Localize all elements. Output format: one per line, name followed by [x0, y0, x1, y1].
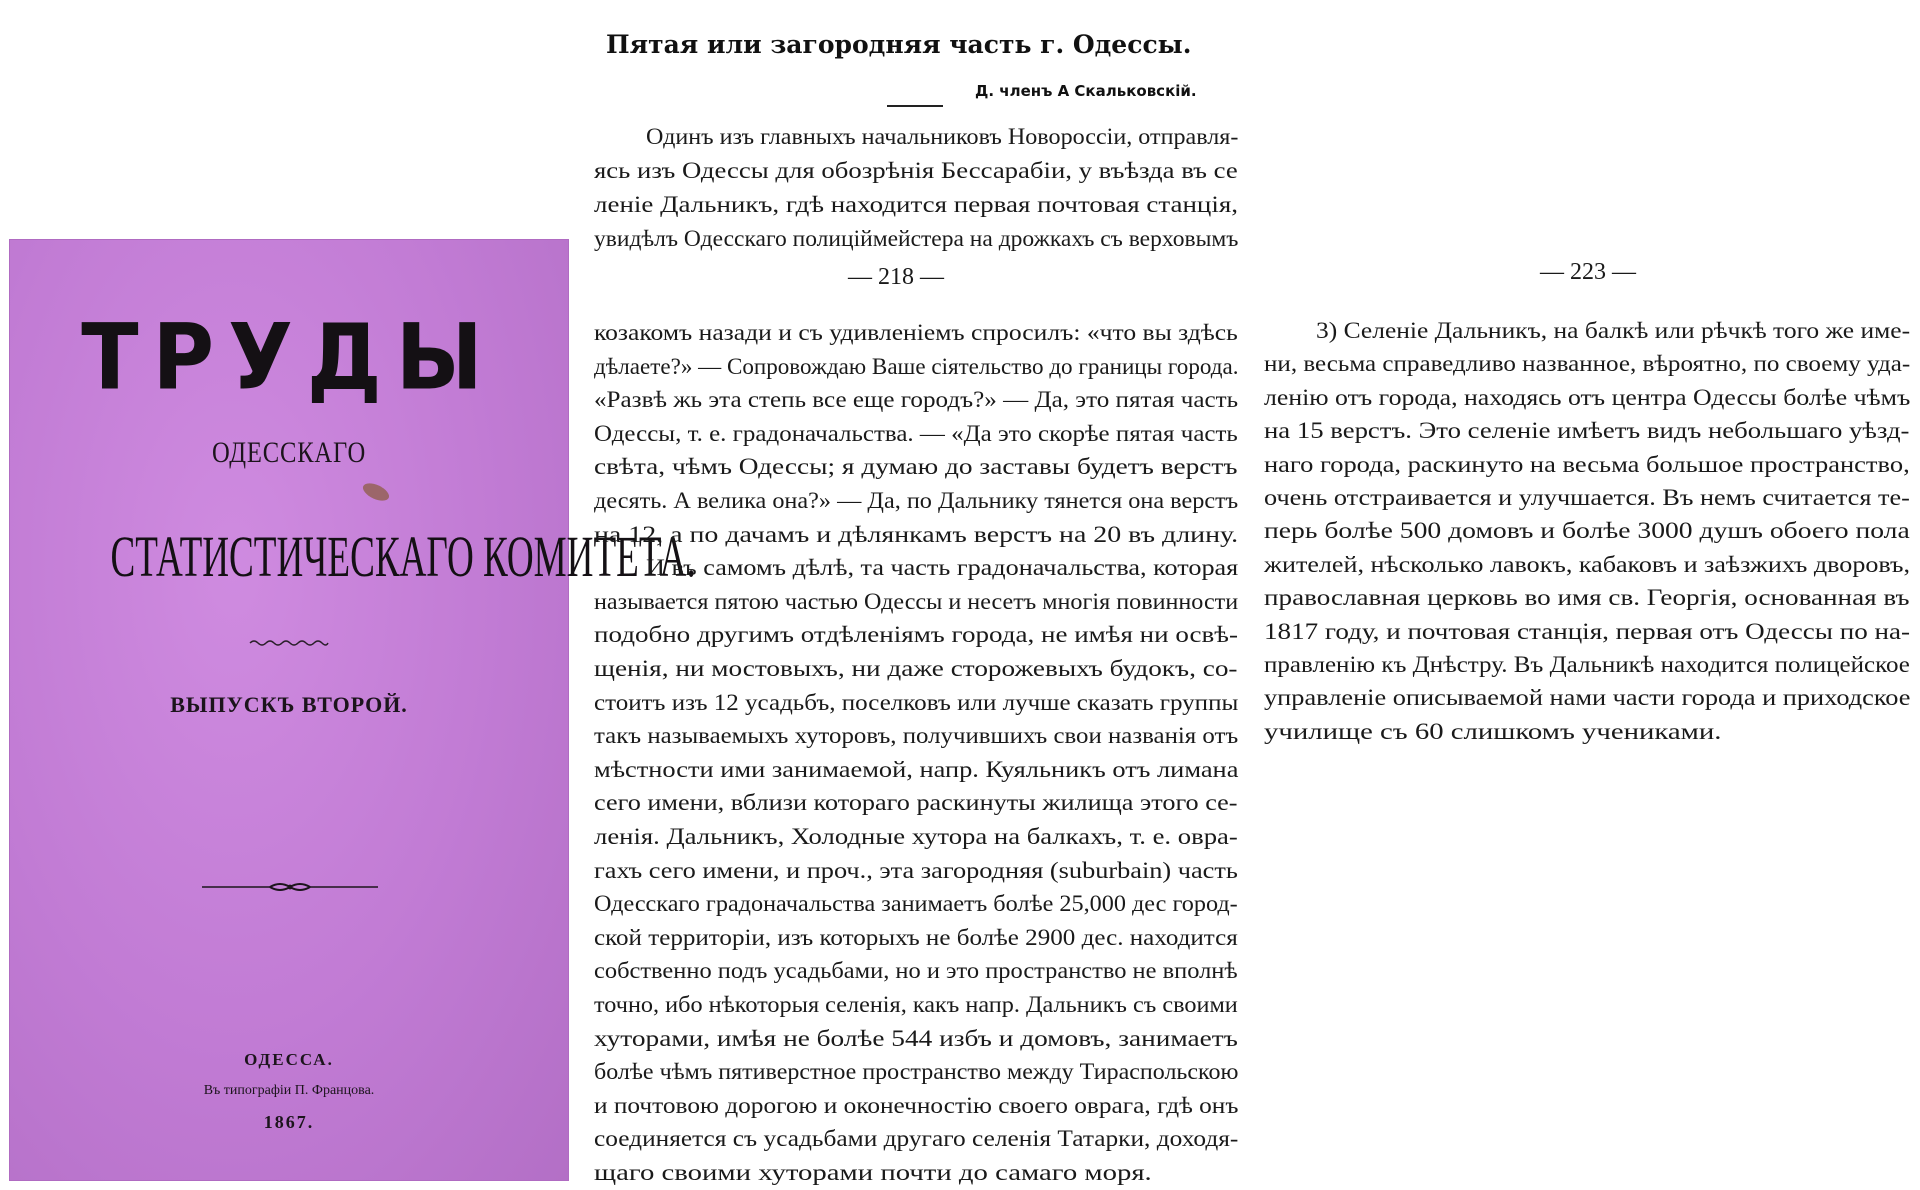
text-line: православная церковь во имя св. Георгія, основанная въ: [1264, 585, 1910, 611]
cover-printer: Въ типографіи П. Францова.: [203, 1083, 375, 1098]
text-line: «Развѣ жь эта степь все еще городъ?» — Да, это пятая часть: [594, 387, 1239, 413]
text-line: десять. А велика она?» — Да, по Дальнику тянется она верстъ: [594, 488, 1239, 513]
cover-city: ОДЕССА.: [244, 1050, 334, 1069]
text-line: называется пятою частью Одессы и несетъ многія повинности: [594, 588, 1239, 614]
cover-stain: [360, 480, 391, 505]
text-line: щаго своими хуторами почти до самаго моря.: [594, 1160, 1152, 1185]
text-line: мѣстности ими занимаемой, напр. Куяльникъ отъ лимана: [594, 756, 1239, 782]
text-line: правленію къ Днѣстру. Въ Дальникѣ находится полицейское: [1264, 652, 1910, 677]
text-line: стоитъ изъ 12 усадьбъ, поселковъ или лучше сказать группы: [594, 689, 1239, 715]
author-dash: [887, 105, 943, 107]
text-line: свѣта, чѣмъ Одессы; я думаю до заставы будетъ верстъ: [594, 454, 1238, 480]
text-line: такъ называемыхъ хуторовъ, получившихъ свои названія отъ: [594, 723, 1239, 749]
cover-divider-ornament: [200, 880, 380, 894]
text-line: ни, весьма справедливо названное, вѣроятно, по своему уда-: [1264, 351, 1911, 377]
text-line: ленія. Дальникъ, Холодные хутора на балкахъ, т. е. овра-: [594, 824, 1238, 849]
text-line: очень отстраивается и улучшается. Въ немъ считается те-: [1264, 485, 1910, 510]
cover-subtitle-line-2: СТАТИСТИЧЕСКАГО КОМИТЕТА.: [110, 524, 696, 589]
text-line: дѣлаете?» — Сопровождаю Ваше сіятельство до границы города.: [594, 353, 1239, 379]
text-line: на 12, а по дачамъ и дѣлянкамъ верстъ на 20 въ длину.: [594, 521, 1239, 547]
text-line: на 15 верстъ. Это селеніе имѣетъ видъ небольшаго уѣзд-: [1264, 418, 1910, 444]
cover-squiggle-ornament: [248, 638, 330, 648]
page-number-218: — 218 —: [848, 264, 944, 290]
text-line: Одессы, т. е. градоначальства. — «Да это скорѣе пятая часть: [594, 420, 1238, 446]
text-line: наго города, раскинуто на весьма большое пространство,: [1264, 451, 1910, 477]
text-line: училище съ 60 слишкомъ учениками.: [1264, 718, 1722, 744]
text-line: ленію отъ города, находясь отъ центра Одессы болѣе чѣмъ: [1264, 384, 1911, 410]
text-line: увидѣлъ Одесскаго полиціймейстера на дрожкахъ съ верховымъ: [594, 226, 1239, 251]
text-line: и почтовою дорогою и оконечностію своего оврага, гдѣ онъ: [594, 1092, 1239, 1118]
page-number-223: — 223 —: [1540, 259, 1636, 285]
text-line: Одинъ изъ главныхъ начальниковъ Новороссіи, отправля-: [646, 124, 1239, 149]
text-line: соединяется съ усадьбами другаго селенія Татарки, доходя-: [594, 1126, 1239, 1152]
text-line: точно, ибо нѣкоторыя селенія, какъ напр. Дальникъ съ своими: [594, 992, 1238, 1017]
cover-title: ТРУДЫ: [81, 304, 497, 410]
book-cover: [10, 240, 696, 1180]
text-line: перь болѣе 500 домовъ и болѣе 3000 душъ обоего пола: [1264, 518, 1910, 544]
text-line: 1817 году, и почтовая станція, первая отъ Одессы по на-: [1264, 618, 1911, 644]
text-line: ясь изъ Одессы для обозрѣнія Бессарабіи, у въѣзда въ се: [594, 158, 1238, 183]
text-line: подобно другимъ отдѣленіямъ города, не имѣя ни освѣ-: [594, 622, 1238, 648]
article-author: Д. членъ А Скальковскій.: [975, 82, 1197, 100]
cover-issue: ВЫПУСКЪ ВТОРОЙ.: [170, 692, 408, 717]
text-line: управленіе описываемой нами части города и приходское: [1264, 685, 1911, 711]
text-line: гахъ сего имени, и проч., эта загородняя (suburbain) часть: [594, 857, 1238, 883]
text-line: козакомъ назади и съ удивленіемъ спросилъ: «что вы здѣсь: [594, 320, 1238, 345]
text-line: жителей, нѣсколько лавокъ, кабаковъ и заѣзжихъ дворовъ,: [1264, 551, 1911, 577]
text-line: хуторами, имѣя не болѣе 544 избъ и домовъ, занимаетъ: [594, 1025, 1238, 1051]
text-line: Одесскаго градоначальства занимаетъ болѣе 25,000 дес город-: [594, 891, 1238, 917]
text-line: собственно подъ усадьбами, но и это пространство не вполнѣ: [594, 958, 1238, 984]
text-line: щенія, ни мостовыхъ, ни даже сторожевыхъ будокъ, со-: [594, 656, 1238, 681]
text-line: леніе Дальникъ, гдѣ находится первая почтовая станція,: [594, 192, 1239, 217]
cover-subtitle-line-1: ОДЕССКАГО: [211, 436, 367, 469]
text-line: И въ самомъ дѣлѣ, та часть градоначальства, которая: [646, 555, 1239, 581]
text-line: сего имени, вблизи котораго раскинуты жилища этого се-: [594, 790, 1238, 816]
text-line: ской территоріи, изъ которыхъ не болѣе 2900 дес. находится: [594, 924, 1238, 950]
text-line: 3) Селеніе Дальникъ, на балкѣ или рѣчкѣ того же име-: [1316, 318, 1911, 343]
article-title: Пятая или загородняя часть г. Одессы.: [606, 30, 1192, 59]
cover-year: 1867.: [263, 1112, 315, 1132]
text-line: болѣе чѣмъ пятиверстное пространство между Тираспольскою: [594, 1059, 1239, 1085]
